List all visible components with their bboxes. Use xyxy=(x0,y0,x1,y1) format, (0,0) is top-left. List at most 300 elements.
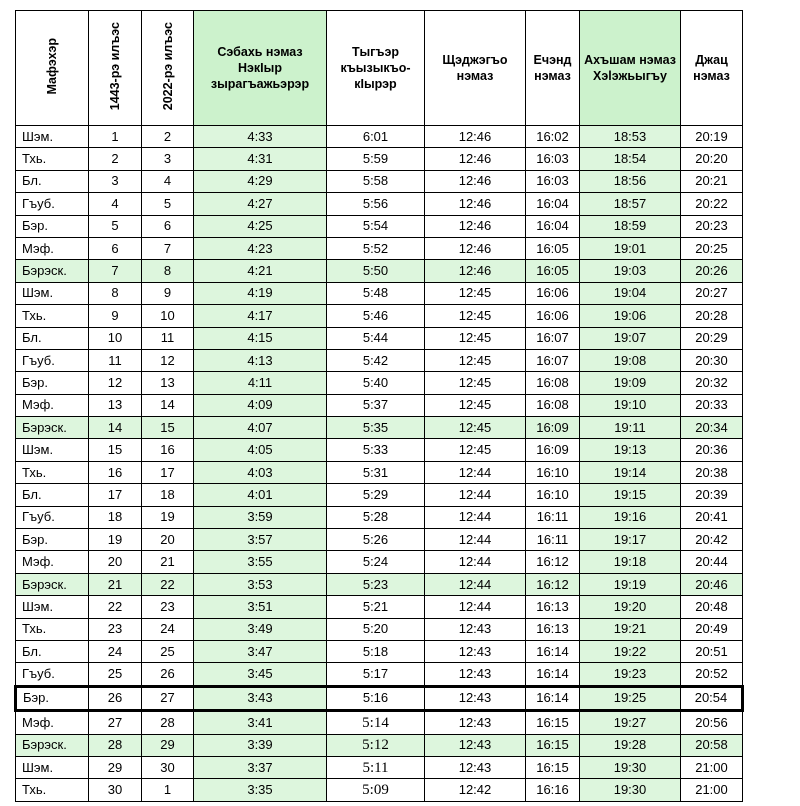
asr-cell: 16:04 xyxy=(526,215,580,237)
fajr-cell: 4:03 xyxy=(194,461,327,483)
header-maghrib: Ахъшам нэмаз Хэlэжьыгъу xyxy=(580,11,681,126)
table-row xyxy=(16,506,743,528)
header-gregorian-label: 2022-рэ илъэс xyxy=(160,21,175,111)
hijri-day-cell: 2 xyxy=(89,148,142,170)
dhuhr-cell: 12:43 xyxy=(425,711,526,734)
header-row xyxy=(16,11,743,126)
gregorian-day-cell: 6 xyxy=(142,215,194,237)
maghrib-cell: 18:54 xyxy=(580,148,681,170)
fajr-cell: 4:31 xyxy=(194,148,327,170)
table-row xyxy=(16,126,743,148)
isha-cell: 20:22 xyxy=(681,193,743,215)
hijri-day-cell: 10 xyxy=(89,327,142,349)
sunrise-cell: 5:46 xyxy=(327,305,425,327)
table-row xyxy=(16,372,743,394)
fajr-cell: 4:19 xyxy=(194,282,327,304)
asr-cell: 16:04 xyxy=(526,193,580,215)
dhuhr-cell: 12:45 xyxy=(425,394,526,416)
table-row xyxy=(16,394,743,416)
asr-cell: 16:16 xyxy=(526,779,580,801)
gregorian-day-cell: 17 xyxy=(142,461,194,483)
fajr-cell: 4:01 xyxy=(194,484,327,506)
sunrise-cell: 6:01 xyxy=(327,126,425,148)
hijri-day-cell: 29 xyxy=(89,756,142,778)
day-cell: Гъуб. xyxy=(16,349,89,371)
gregorian-day-cell: 14 xyxy=(142,394,194,416)
table-row xyxy=(16,711,743,734)
maghrib-cell: 18:56 xyxy=(580,170,681,192)
asr-cell: 16:10 xyxy=(526,484,580,506)
header-sunrise: Тыгъэр къызыкъо-кIырэр xyxy=(327,11,425,126)
maghrib-cell: 19:15 xyxy=(580,484,681,506)
fajr-cell: 3:51 xyxy=(194,596,327,618)
table-row xyxy=(16,148,743,170)
day-cell: Бэр. xyxy=(16,372,89,394)
maghrib-cell: 19:14 xyxy=(580,461,681,483)
day-cell: Гъуб. xyxy=(16,193,89,215)
isha-cell: 20:41 xyxy=(681,506,743,528)
asr-cell: 16:13 xyxy=(526,596,580,618)
isha-cell: 20:56 xyxy=(681,711,743,734)
gregorian-day-cell: 1 xyxy=(142,779,194,801)
isha-cell: 20:51 xyxy=(681,640,743,662)
isha-cell: 20:34 xyxy=(681,417,743,439)
table-row xyxy=(16,529,743,551)
isha-cell: 20:44 xyxy=(681,551,743,573)
fajr-cell: 4:15 xyxy=(194,327,327,349)
fajr-cell: 4:23 xyxy=(194,237,327,259)
maghrib-cell: 19:18 xyxy=(580,551,681,573)
asr-cell: 16:07 xyxy=(526,349,580,371)
asr-cell: 16:06 xyxy=(526,282,580,304)
maghrib-cell: 19:25 xyxy=(580,686,681,710)
isha-cell: 20:25 xyxy=(681,237,743,259)
sunrise-cell: 5:58 xyxy=(327,170,425,192)
isha-cell: 20:29 xyxy=(681,327,743,349)
fajr-cell: 4:17 xyxy=(194,305,327,327)
dhuhr-cell: 12:45 xyxy=(425,305,526,327)
hijri-day-cell: 18 xyxy=(89,506,142,528)
asr-cell: 16:06 xyxy=(526,305,580,327)
dhuhr-cell: 12:43 xyxy=(425,618,526,640)
day-cell: Гъуб. xyxy=(16,663,89,686)
table-row xyxy=(16,215,743,237)
table-row xyxy=(16,640,743,662)
asr-cell: 16:05 xyxy=(526,237,580,259)
table-row xyxy=(16,734,743,756)
maghrib-cell: 19:11 xyxy=(580,417,681,439)
dhuhr-cell: 12:46 xyxy=(425,148,526,170)
table-row xyxy=(16,417,743,439)
asr-cell: 16:15 xyxy=(526,711,580,734)
sunrise-cell: 5:14 xyxy=(327,711,425,734)
hijri-day-cell: 12 xyxy=(89,372,142,394)
asr-cell: 16:02 xyxy=(526,126,580,148)
gregorian-day-cell: 18 xyxy=(142,484,194,506)
header-dhuhr: Щэджэгъо нэмаз xyxy=(425,11,526,126)
table-row xyxy=(16,439,743,461)
day-cell: Бл. xyxy=(16,170,89,192)
asr-cell: 16:11 xyxy=(526,506,580,528)
gregorian-day-cell: 21 xyxy=(142,551,194,573)
gregorian-day-cell: 16 xyxy=(142,439,194,461)
hijri-day-cell: 8 xyxy=(89,282,142,304)
hijri-day-cell: 6 xyxy=(89,237,142,259)
prayer-times-table xyxy=(14,10,744,802)
day-cell: Бл. xyxy=(16,327,89,349)
sunrise-cell: 5:52 xyxy=(327,237,425,259)
gregorian-day-cell: 8 xyxy=(142,260,194,282)
maghrib-cell: 18:59 xyxy=(580,215,681,237)
day-cell: Тхь. xyxy=(16,305,89,327)
day-cell: Бэрэск. xyxy=(16,734,89,756)
gregorian-day-cell: 12 xyxy=(142,349,194,371)
maghrib-cell: 19:30 xyxy=(580,756,681,778)
day-cell: Шэм. xyxy=(16,282,89,304)
dhuhr-cell: 12:43 xyxy=(425,686,526,710)
day-cell: Мэф. xyxy=(16,237,89,259)
sunrise-cell: 5:59 xyxy=(327,148,425,170)
dhuhr-cell: 12:46 xyxy=(425,215,526,237)
header-day-label: Мафэхэр xyxy=(45,37,59,95)
gregorian-day-cell: 27 xyxy=(142,686,194,710)
fajr-cell: 4:29 xyxy=(194,170,327,192)
isha-cell: 20:19 xyxy=(681,126,743,148)
asr-cell: 16:03 xyxy=(526,148,580,170)
table-row xyxy=(16,618,743,640)
hijri-day-cell: 20 xyxy=(89,551,142,573)
dhuhr-cell: 12:46 xyxy=(425,193,526,215)
gregorian-day-cell: 2 xyxy=(142,126,194,148)
maghrib-cell: 19:09 xyxy=(580,372,681,394)
fajr-cell: 4:11 xyxy=(194,372,327,394)
day-cell: Шэм. xyxy=(16,126,89,148)
sunrise-cell: 5:28 xyxy=(327,506,425,528)
fajr-cell: 4:27 xyxy=(194,193,327,215)
isha-cell: 20:38 xyxy=(681,461,743,483)
asr-cell: 16:07 xyxy=(526,327,580,349)
maghrib-cell: 19:30 xyxy=(580,779,681,801)
hijri-day-cell: 11 xyxy=(89,349,142,371)
asr-cell: 16:08 xyxy=(526,394,580,416)
table-row xyxy=(16,349,743,371)
gregorian-day-cell: 26 xyxy=(142,663,194,686)
hijri-day-cell: 4 xyxy=(89,193,142,215)
maghrib-cell: 19:17 xyxy=(580,529,681,551)
sunrise-cell: 5:54 xyxy=(327,215,425,237)
maghrib-cell: 19:28 xyxy=(580,734,681,756)
hijri-day-cell: 22 xyxy=(89,596,142,618)
hijri-day-cell: 28 xyxy=(89,734,142,756)
isha-cell: 20:42 xyxy=(681,529,743,551)
asr-cell: 16:10 xyxy=(526,461,580,483)
asr-cell: 16:14 xyxy=(526,663,580,686)
fajr-cell: 4:21 xyxy=(194,260,327,282)
fajr-cell: 3:57 xyxy=(194,529,327,551)
isha-cell: 20:36 xyxy=(681,439,743,461)
sunrise-cell: 5:40 xyxy=(327,372,425,394)
sunrise-cell: 5:56 xyxy=(327,193,425,215)
gregorian-day-cell: 13 xyxy=(142,372,194,394)
maghrib-cell: 19:04 xyxy=(580,282,681,304)
dhuhr-cell: 12:45 xyxy=(425,417,526,439)
isha-cell: 20:28 xyxy=(681,305,743,327)
sunrise-cell: 5:21 xyxy=(327,596,425,618)
day-cell: Бэрэск. xyxy=(16,573,89,595)
maghrib-cell: 19:21 xyxy=(580,618,681,640)
header-asr: Ечэнд нэмаз xyxy=(526,11,580,126)
fajr-cell: 3:35 xyxy=(194,779,327,801)
day-cell: Мэф. xyxy=(16,551,89,573)
gregorian-day-cell: 28 xyxy=(142,711,194,734)
hijri-day-cell: 27 xyxy=(89,711,142,734)
fajr-cell: 4:33 xyxy=(194,126,327,148)
day-cell: Шэм. xyxy=(16,756,89,778)
asr-cell: 16:05 xyxy=(526,260,580,282)
table-row xyxy=(16,170,743,192)
day-cell: Шэм. xyxy=(16,439,89,461)
asr-cell: 16:08 xyxy=(526,372,580,394)
fajr-cell: 4:13 xyxy=(194,349,327,371)
day-cell: Тхь. xyxy=(16,618,89,640)
gregorian-day-cell: 22 xyxy=(142,573,194,595)
dhuhr-cell: 12:45 xyxy=(425,327,526,349)
gregorian-day-cell: 11 xyxy=(142,327,194,349)
sunrise-cell: 5:20 xyxy=(327,618,425,640)
dhuhr-cell: 12:46 xyxy=(425,260,526,282)
isha-cell: 20:27 xyxy=(681,282,743,304)
gregorian-day-cell: 15 xyxy=(142,417,194,439)
dhuhr-cell: 12:46 xyxy=(425,237,526,259)
dhuhr-cell: 12:44 xyxy=(425,461,526,483)
day-cell: Бл. xyxy=(16,484,89,506)
asr-cell: 16:15 xyxy=(526,756,580,778)
day-cell: Тхь. xyxy=(16,148,89,170)
hijri-day-cell: 15 xyxy=(89,439,142,461)
asr-cell: 16:03 xyxy=(526,170,580,192)
maghrib-cell: 19:06 xyxy=(580,305,681,327)
isha-cell: 20:21 xyxy=(681,170,743,192)
table-row xyxy=(16,282,743,304)
sunrise-cell: 5:11 xyxy=(327,756,425,778)
dhuhr-cell: 12:46 xyxy=(425,170,526,192)
maghrib-cell: 19:27 xyxy=(580,711,681,734)
table-body xyxy=(16,126,743,802)
dhuhr-cell: 12:45 xyxy=(425,439,526,461)
table-row xyxy=(16,573,743,595)
asr-cell: 16:14 xyxy=(526,686,580,710)
gregorian-day-cell: 20 xyxy=(142,529,194,551)
gregorian-day-cell: 29 xyxy=(142,734,194,756)
hijri-day-cell: 19 xyxy=(89,529,142,551)
day-cell: Тхь. xyxy=(16,461,89,483)
sunrise-cell: 5:12 xyxy=(327,734,425,756)
dhuhr-cell: 12:44 xyxy=(425,506,526,528)
isha-cell: 20:26 xyxy=(681,260,743,282)
hijri-day-cell: 25 xyxy=(89,663,142,686)
sunrise-cell: 5:09 xyxy=(327,779,425,801)
table-header xyxy=(16,11,743,126)
maghrib-cell: 19:23 xyxy=(580,663,681,686)
isha-cell: 21:00 xyxy=(681,779,743,801)
day-cell: Бэрэск. xyxy=(16,417,89,439)
sunrise-cell: 5:24 xyxy=(327,551,425,573)
maghrib-cell: 19:08 xyxy=(580,349,681,371)
sunrise-cell: 5:37 xyxy=(327,394,425,416)
maghrib-cell: 19:10 xyxy=(580,394,681,416)
table-row xyxy=(16,327,743,349)
table-row xyxy=(16,305,743,327)
hijri-day-cell: 17 xyxy=(89,484,142,506)
sunrise-cell: 5:17 xyxy=(327,663,425,686)
sunrise-cell: 5:29 xyxy=(327,484,425,506)
dhuhr-cell: 12:44 xyxy=(425,551,526,573)
hijri-day-cell: 23 xyxy=(89,618,142,640)
isha-cell: 21:00 xyxy=(681,756,743,778)
dhuhr-cell: 12:43 xyxy=(425,734,526,756)
isha-cell: 20:48 xyxy=(681,596,743,618)
day-cell: Тхь. xyxy=(16,779,89,801)
isha-cell: 20:32 xyxy=(681,372,743,394)
header-gregorian-year xyxy=(142,11,194,126)
hijri-day-cell: 3 xyxy=(89,170,142,192)
day-cell: Бэр. xyxy=(16,215,89,237)
table-row xyxy=(16,237,743,259)
dhuhr-cell: 12:42 xyxy=(425,779,526,801)
day-cell: Мэф. xyxy=(16,711,89,734)
dhuhr-cell: 12:44 xyxy=(425,573,526,595)
fajr-cell: 4:05 xyxy=(194,439,327,461)
sunrise-cell: 5:35 xyxy=(327,417,425,439)
fajr-cell: 4:07 xyxy=(194,417,327,439)
fajr-cell: 4:09 xyxy=(194,394,327,416)
maghrib-cell: 19:01 xyxy=(580,237,681,259)
table-row xyxy=(16,779,743,801)
hijri-day-cell: 7 xyxy=(89,260,142,282)
day-cell: Бл. xyxy=(16,640,89,662)
isha-cell: 20:54 xyxy=(681,686,743,710)
sunrise-cell: 5:42 xyxy=(327,349,425,371)
gregorian-day-cell: 19 xyxy=(142,506,194,528)
maghrib-cell: 19:20 xyxy=(580,596,681,618)
asr-cell: 16:15 xyxy=(526,734,580,756)
day-cell: Бэрэск. xyxy=(16,260,89,282)
isha-cell: 20:23 xyxy=(681,215,743,237)
header-day xyxy=(16,11,89,126)
isha-cell: 20:39 xyxy=(681,484,743,506)
asr-cell: 16:13 xyxy=(526,618,580,640)
fajr-cell: 3:41 xyxy=(194,711,327,734)
dhuhr-cell: 12:43 xyxy=(425,663,526,686)
asr-cell: 16:12 xyxy=(526,551,580,573)
fajr-cell: 3:55 xyxy=(194,551,327,573)
sunrise-cell: 5:16 xyxy=(327,686,425,710)
fajr-cell: 3:39 xyxy=(194,734,327,756)
gregorian-day-cell: 24 xyxy=(142,618,194,640)
maghrib-cell: 18:53 xyxy=(580,126,681,148)
isha-cell: 20:20 xyxy=(681,148,743,170)
fajr-cell: 4:25 xyxy=(194,215,327,237)
table-row xyxy=(16,596,743,618)
maghrib-cell: 19:16 xyxy=(580,506,681,528)
maghrib-cell: 19:22 xyxy=(580,640,681,662)
header-isha: Джац нэмаз xyxy=(681,11,743,126)
asr-cell: 16:09 xyxy=(526,417,580,439)
maghrib-cell: 19:07 xyxy=(580,327,681,349)
maghrib-cell: 19:19 xyxy=(580,573,681,595)
sunrise-cell: 5:33 xyxy=(327,439,425,461)
sunrise-cell: 5:44 xyxy=(327,327,425,349)
fajr-cell: 3:59 xyxy=(194,506,327,528)
fajr-cell: 3:47 xyxy=(194,640,327,662)
table-row xyxy=(16,260,743,282)
dhuhr-cell: 12:46 xyxy=(425,126,526,148)
isha-cell: 20:33 xyxy=(681,394,743,416)
table-row xyxy=(16,484,743,506)
hijri-day-cell: 16 xyxy=(89,461,142,483)
gregorian-day-cell: 3 xyxy=(142,148,194,170)
dhuhr-cell: 12:43 xyxy=(425,640,526,662)
dhuhr-cell: 12:44 xyxy=(425,596,526,618)
gregorian-day-cell: 4 xyxy=(142,170,194,192)
dhuhr-cell: 12:45 xyxy=(425,282,526,304)
dhuhr-cell: 12:45 xyxy=(425,349,526,371)
hijri-day-cell: 21 xyxy=(89,573,142,595)
maghrib-cell: 19:13 xyxy=(580,439,681,461)
gregorian-day-cell: 23 xyxy=(142,596,194,618)
header-fajr: Сэбахь нэмаз НэкIыр зырагъажьэрэр xyxy=(194,11,327,126)
dhuhr-cell: 12:43 xyxy=(425,756,526,778)
table-row xyxy=(16,461,743,483)
gregorian-day-cell: 30 xyxy=(142,756,194,778)
hijri-day-cell: 24 xyxy=(89,640,142,662)
sunrise-cell: 5:50 xyxy=(327,260,425,282)
table-row xyxy=(16,686,743,710)
dhuhr-cell: 12:44 xyxy=(425,529,526,551)
hijri-day-cell: 9 xyxy=(89,305,142,327)
maghrib-cell: 19:03 xyxy=(580,260,681,282)
sunrise-cell: 5:48 xyxy=(327,282,425,304)
gregorian-day-cell: 5 xyxy=(142,193,194,215)
day-cell: Шэм. xyxy=(16,596,89,618)
header-hijri-year xyxy=(89,11,142,126)
gregorian-day-cell: 25 xyxy=(142,640,194,662)
gregorian-day-cell: 10 xyxy=(142,305,194,327)
table-row xyxy=(16,193,743,215)
sunrise-cell: 5:31 xyxy=(327,461,425,483)
sunrise-cell: 5:26 xyxy=(327,529,425,551)
hijri-day-cell: 1 xyxy=(89,126,142,148)
dhuhr-cell: 12:44 xyxy=(425,484,526,506)
gregorian-day-cell: 7 xyxy=(142,237,194,259)
hijri-day-cell: 30 xyxy=(89,779,142,801)
fajr-cell: 3:45 xyxy=(194,663,327,686)
day-cell: Бэр. xyxy=(16,529,89,551)
maghrib-cell: 18:57 xyxy=(580,193,681,215)
isha-cell: 20:49 xyxy=(681,618,743,640)
table-row xyxy=(16,551,743,573)
hijri-day-cell: 13 xyxy=(89,394,142,416)
fajr-cell: 3:53 xyxy=(194,573,327,595)
table-row xyxy=(16,756,743,778)
day-cell: Бэр. xyxy=(16,686,89,710)
hijri-day-cell: 26 xyxy=(89,686,142,710)
fajr-cell: 3:43 xyxy=(194,686,327,710)
isha-cell: 20:30 xyxy=(681,349,743,371)
hijri-day-cell: 14 xyxy=(89,417,142,439)
sunrise-cell: 5:18 xyxy=(327,640,425,662)
isha-cell: 20:58 xyxy=(681,734,743,756)
